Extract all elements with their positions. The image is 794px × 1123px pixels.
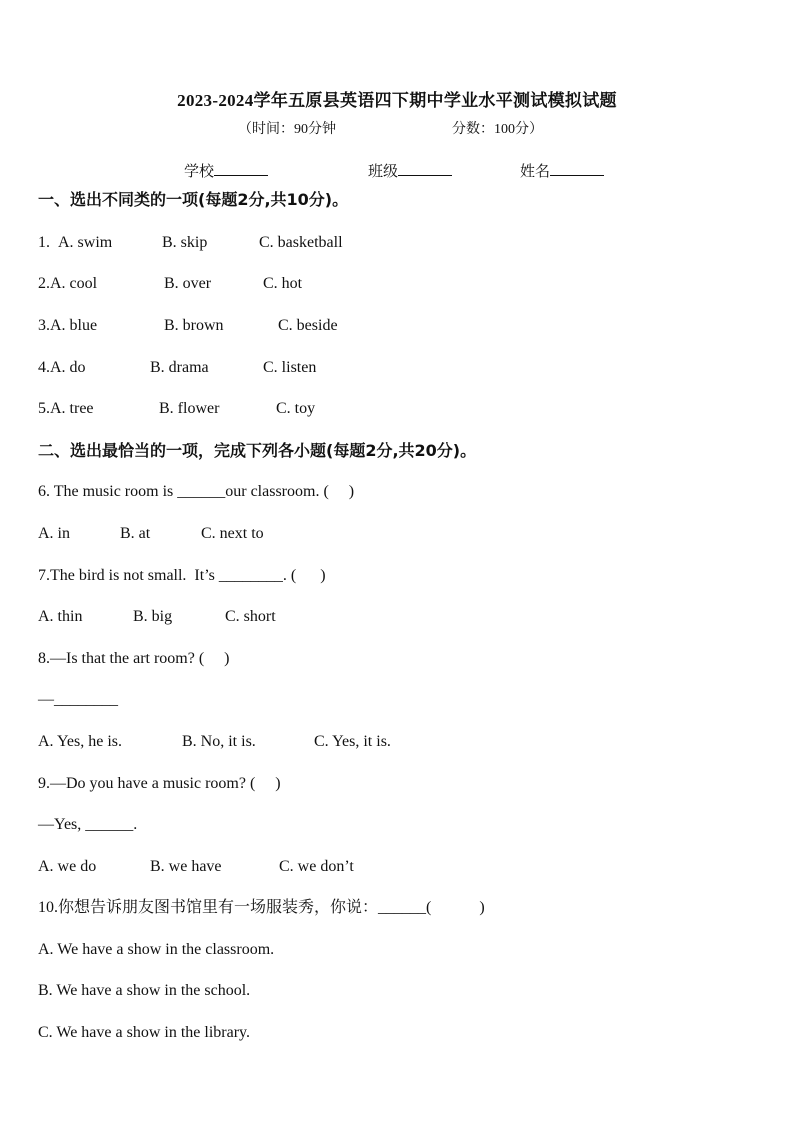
total-score: 分数：100分）	[452, 122, 543, 137]
option-c[interactable]: C. listen	[263, 359, 317, 376]
option-a[interactable]: A. swim	[58, 234, 113, 251]
option-a[interactable]: A. Yes, he is.	[38, 733, 123, 750]
class-label: 班级	[368, 164, 399, 180]
section1-heading: 一、选出不同类的一项(每题2分,共10分)。	[38, 190, 349, 209]
question-10-stem: 10.你想告诉朋友图书馆里有一场服装秀，你说：______( )	[38, 899, 485, 916]
option-b[interactable]: B. flower	[159, 400, 220, 417]
question-2	[38, 274, 302, 294]
name-field	[520, 160, 604, 181]
option-c[interactable]: C. basketball	[259, 234, 343, 251]
option-c[interactable]: C. Yes, it is.	[314, 733, 391, 750]
question-3	[38, 316, 338, 336]
question-7-stem: 7.The bird is not small. It’s ________. ( )	[38, 567, 326, 584]
question-9-options	[38, 857, 354, 877]
option-c[interactable]: C. next to	[201, 525, 264, 542]
option-b[interactable]: B. No, it is.	[182, 733, 256, 750]
option-a[interactable]: A. we do	[38, 858, 97, 875]
option-a[interactable]: A. tree	[50, 400, 94, 417]
question-8-reply: —________	[38, 691, 118, 708]
question-4	[38, 358, 316, 378]
question-number: 1.	[38, 234, 50, 251]
section2-heading: 二、选出最恰当的一项，完成下列各小题(每题2分,共20分)。	[38, 441, 477, 460]
option-c[interactable]: C. beside	[278, 317, 338, 334]
option-c[interactable]: C. short	[225, 608, 276, 625]
option-c[interactable]: C. we don’t	[279, 858, 354, 875]
question-6-stem: 6. The music room is ______our classroom. ( )	[38, 483, 355, 500]
page-title: 2023-2024学年五原县英语四下期中学业水平测试模拟试题	[177, 91, 617, 110]
question-8-options	[38, 732, 391, 752]
option-b[interactable]: B. over	[164, 275, 212, 292]
option-a[interactable]: A. do	[50, 359, 86, 376]
class-field	[368, 160, 452, 181]
name-label: 姓名	[520, 164, 551, 180]
question-9-reply: —Yes, ______.	[38, 816, 138, 833]
option-b[interactable]: B. skip	[162, 234, 208, 251]
question-number: 2.	[38, 275, 50, 292]
option-b[interactable]: B. drama	[150, 359, 209, 376]
question-1	[38, 233, 343, 253]
question-7-options	[38, 607, 276, 627]
question-number: 5.	[38, 400, 50, 417]
name-blank[interactable]	[550, 161, 604, 176]
option-b[interactable]: B. at	[120, 525, 151, 542]
option-a[interactable]: A. in	[38, 525, 70, 542]
option-c[interactable]: C. toy	[276, 400, 316, 417]
time-limit: （时间：90分钟	[238, 122, 336, 137]
option-b[interactable]: B. brown	[164, 317, 224, 334]
school-label: 学校	[184, 164, 215, 180]
question-9-stem: 9.—Do you have a music room? ( )	[38, 775, 281, 792]
option-b[interactable]: B. big	[133, 608, 173, 625]
option-a[interactable]: A. blue	[50, 317, 98, 334]
question-number: 4.	[38, 359, 50, 376]
question-10-option-a[interactable]: A. We have a show in the classroom.	[38, 941, 275, 958]
option-a[interactable]: A. thin	[38, 608, 83, 625]
option-c[interactable]: C. hot	[263, 275, 303, 292]
school-blank[interactable]	[214, 161, 268, 176]
school-field	[184, 160, 268, 181]
question-10-option-c[interactable]: C. We have a show in the library.	[38, 1024, 250, 1041]
class-blank[interactable]	[398, 161, 452, 176]
question-6-options	[38, 524, 264, 544]
question-number: 3.	[38, 317, 50, 334]
question-5	[38, 399, 315, 419]
option-b[interactable]: B. we have	[150, 858, 222, 875]
question-10-option-b[interactable]: B. We have a show in the school.	[38, 982, 251, 999]
question-8-stem: 8.—Is that the art room? ( )	[38, 650, 230, 667]
option-a[interactable]: A. cool	[50, 275, 98, 292]
